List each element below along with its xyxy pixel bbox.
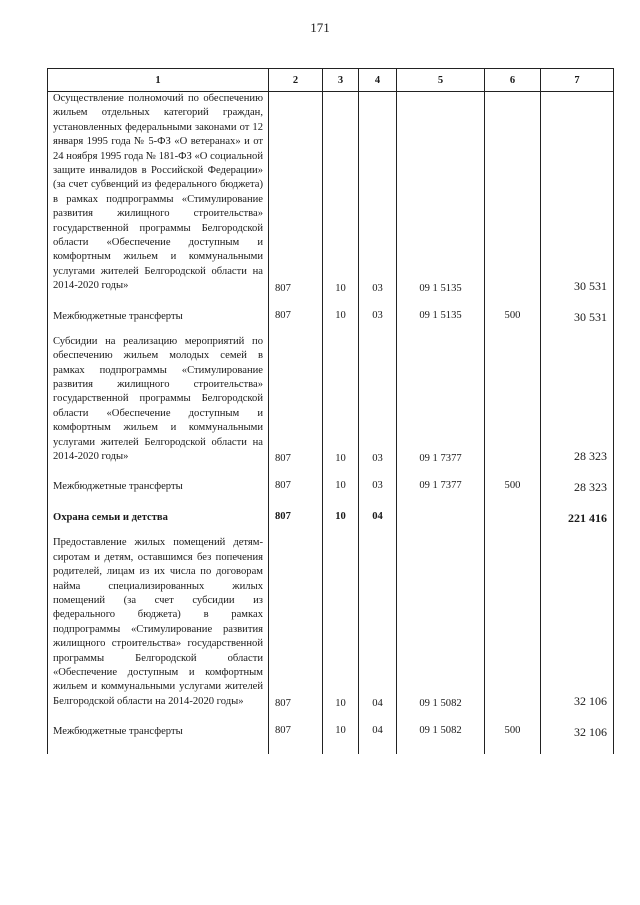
cell-section: 10 xyxy=(323,335,359,467)
cell-target-article: 09 1 5082 xyxy=(397,536,485,711)
table-row xyxy=(48,304,614,327)
header-col-1: 1 xyxy=(48,69,269,92)
cell-section: 10 xyxy=(323,719,359,742)
cell-section: 10 xyxy=(323,92,359,296)
cell-expense-type xyxy=(485,536,541,711)
row-name: Межбюджетные трансферты xyxy=(48,304,269,327)
cell-section: 10 xyxy=(323,505,359,528)
cell-target-article: 09 1 5135 xyxy=(397,304,485,327)
row-name: Субсидии на реализацию мероприятий по обеспечению жильем молодых семей в рамках подпрограммы «Стимулирование развития жилищного строительства» государственной программы Белгородской области «Обеспечение доступным и комфортным жильем и коммунальными услугами жителей Белгородской области на 2014-2020 годы» xyxy=(48,335,269,467)
header-col-3: 3 xyxy=(323,69,359,92)
cell-subsection: 03 xyxy=(359,92,397,296)
cell-expense-type: 500 xyxy=(485,474,541,497)
cell-subsection: 03 xyxy=(359,335,397,467)
cell-ministry: 807 xyxy=(269,536,323,711)
header-col-6: 6 xyxy=(485,69,541,92)
cell-expense-type xyxy=(485,505,541,528)
cell-target-article: 09 1 7377 xyxy=(397,474,485,497)
cell-target-article xyxy=(397,505,485,528)
page-number: 171 xyxy=(310,20,330,35)
cell-section: 10 xyxy=(323,304,359,327)
cell-subsection: 04 xyxy=(359,505,397,528)
cell-ministry: 807 xyxy=(269,474,323,497)
cell-subsection: 03 xyxy=(359,304,397,327)
cell-subsection: 04 xyxy=(359,536,397,711)
table-row xyxy=(48,92,614,296)
cell-target-article: 09 1 5082 xyxy=(397,719,485,742)
cell-amount: 32 106 xyxy=(541,719,614,742)
cell-expense-type xyxy=(485,335,541,467)
cell-target-article: 09 1 5135 xyxy=(397,92,485,296)
header-col-4: 4 xyxy=(359,69,397,92)
header-col-2: 2 xyxy=(269,69,323,92)
cell-amount: 28 323 xyxy=(541,474,614,497)
cell-expense-type: 500 xyxy=(485,719,541,742)
cell-amount: 221 416 xyxy=(541,505,614,528)
table-row xyxy=(48,719,614,742)
cell-ministry: 807 xyxy=(269,304,323,327)
cell-ministry: 807 xyxy=(269,719,323,742)
cell-section: 10 xyxy=(323,474,359,497)
table-row xyxy=(48,474,614,497)
cell-amount: 32 106 xyxy=(541,536,614,711)
header-col-7: 7 xyxy=(541,69,614,92)
cell-ministry: 807 xyxy=(269,335,323,467)
cell-expense-type xyxy=(485,92,541,296)
cell-target-article: 09 1 7377 xyxy=(397,335,485,467)
cell-amount: 30 531 xyxy=(541,92,614,296)
cell-subsection: 04 xyxy=(359,719,397,742)
table-header-row xyxy=(48,69,614,92)
table-row-section xyxy=(48,505,614,528)
row-name: Межбюджетные трансферты xyxy=(48,719,269,742)
cell-ministry: 807 xyxy=(269,92,323,296)
table-row xyxy=(48,536,614,711)
row-name: Предоставление жилых помещений детям-сиротам и детям, оставшимся без попечения родителей, лицам из их числа по договорам найма специализированных жилых помещений (за счет субсидии из федерального бюджета) в рамках подпрограммы «Стимулирование развития жилищного строительства» государственной программы Белгородской области «Обеспечение доступным и комфортным жильем и коммунальными услугами жителей Белгородской области на 2014-2020 годы» xyxy=(48,536,269,711)
cell-ministry: 807 xyxy=(269,505,323,528)
header-col-5: 5 xyxy=(397,69,485,92)
cell-subsection: 03 xyxy=(359,474,397,497)
cell-amount: 28 323 xyxy=(541,335,614,467)
row-name: Межбюджетные трансферты xyxy=(48,474,269,497)
row-name: Охрана семьи и детства xyxy=(48,505,269,528)
cell-section: 10 xyxy=(323,536,359,711)
table-row xyxy=(48,335,614,467)
cell-expense-type: 500 xyxy=(485,304,541,327)
cell-amount: 30 531 xyxy=(541,304,614,327)
budget-table xyxy=(47,68,614,754)
row-name: Осуществление полномочий по обеспечению жильем отдельных категорий граждан, установленных федеральными законами от 12 января 1995 года № 5-ФЗ «О ветеранах» и от 24 ноября 1995 года № 181-ФЗ «О социальной защите инвалидов в Российской Федерации» (за счет субвенций из федерального бюджета) в рамках подпрограммы «Стимулирование развития жилищного строительства» государственной программы Белгородской области «Обеспечение доступным и комфортным жильем и коммунальными услугами жителей Белгородской области на 2014-2020 годы» xyxy=(48,92,269,296)
